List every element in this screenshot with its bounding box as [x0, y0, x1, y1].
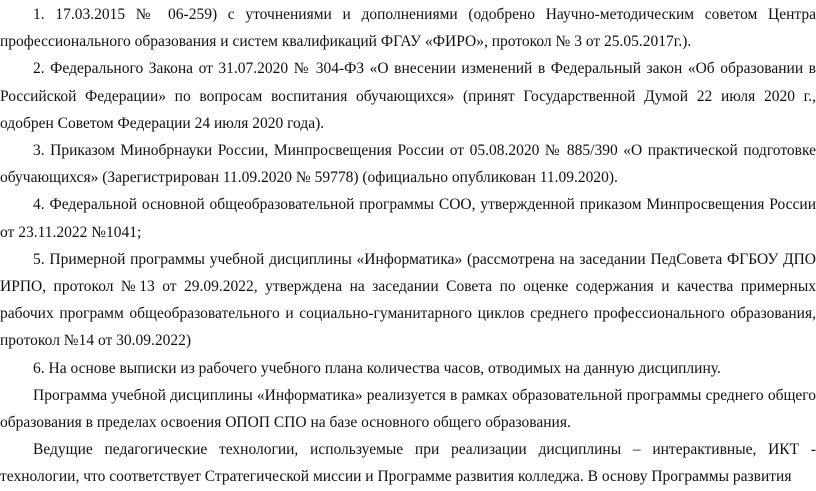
list-item: [0, 1, 816, 55]
list-item-text: Федеральной основной общеобразовательной программы СОО, утвержденной приказом Минпросвещения России от 23.11.2022 №1041;: [0, 196, 816, 241]
paragraph: [0, 382, 816, 436]
list-item-number: 6.: [33, 359, 45, 377]
list-item-text: Примерной программы учебной дисциплины «Информатика» (рассмотрена на заседании ПедСовета ФГБОУ ДПО ИРПО, протокол №13 от 29.09.2022, утверждена на заседании Совета по оценке содержания и качества примерных рабочих программ общеобразовательного и социально-гуманитарного циклов среднего профессионального образования, протокол №14 от 30.09.2022): [0, 250, 816, 350]
list-item-text: 17.03.2015 № 06-259) с уточнениями и дополнениями (одобрено Научно-методическим советом Центра профессионального образования и систем квалификаций ФГАУ «ФИРО», протокол № 3 от 25.05.2017г.).: [0, 6, 816, 51]
paragraph-text: Программа учебной дисциплины «Информатика» реализуется в рамках образовательной программы среднего общего образования в пределах освоения ОПОП СПО на базе основного общего образования.: [0, 386, 816, 432]
list-item: [0, 137, 816, 191]
list-item-number: 5.: [33, 250, 45, 268]
list-item: [0, 355, 816, 382]
list-item-number: 3.: [33, 142, 45, 160]
list-item-text: На основе выписки из рабочего учебного плана количества часов, отводимых на данную дисциплину.: [48, 359, 721, 377]
list-item: [0, 191, 816, 245]
list-item-number: 1.: [33, 6, 45, 23]
list-item: [0, 55, 816, 137]
list-item-number: 2.: [33, 60, 45, 78]
paragraph: [0, 436, 816, 490]
list-item-text: Приказом Минобрнауки России, Минпросвещения России от 05.08.2020 № 885/390 «О практической подготовке обучающихся» (Зарегистрирован 11.09.2020 № 59778) (официально опубликован 11.09.2020).: [0, 142, 816, 187]
list-item-text: Федерального Закона от 31.07.2020 № 304-ФЗ «О внесении изменений в Федеральный закон «Об образовании в Российской Федерации» по вопросам воспитания обучающихся» (принят Государственной Думой 22 июля 2020 г., одобрен Советом Федерации 24 июля 2020 года).: [0, 60, 816, 132]
list-item: [0, 246, 816, 355]
list-item-number: 4.: [33, 196, 45, 214]
paragraph-text: Ведущие педагогические технологии, используемые при реализации дисциплины – интерактивные, ИКТ - технологии, что соответствует Стратегической миссии и Программе развития колледжа. В основу Программы развития: [0, 441, 816, 486]
